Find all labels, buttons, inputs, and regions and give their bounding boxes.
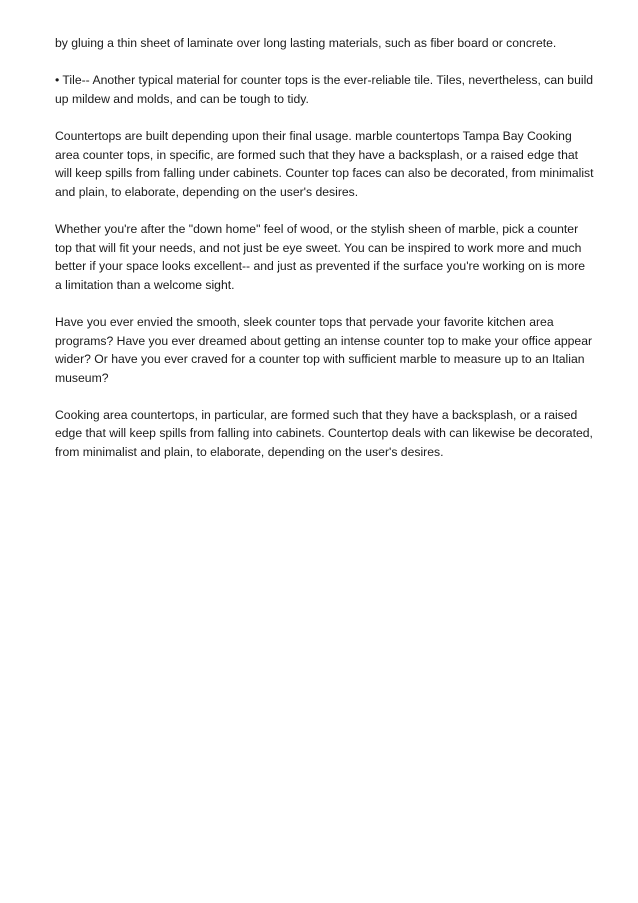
paragraph-wood-marble: Whether you're after the "down home" feel of wood, or the stylish sheen of marble, pick a counter top that will fit your needs, and not just be eye sweet. You can be inspired to work more and much better if your space looks excellent-- and just as prevented if the surface you're working on is more a limitation than a welcome sight. (55, 221, 586, 292)
paragraph-countertop-usage: Countertops are built depending upon their final usage. marble countertops Tampa Bay Cooking area counter tops, in specific, are formed such that they have a backsplash, or a raised edge that will keep spills from falling under cabinets. Counter top faces can also be decorated, from minimalist and plain, to elaborate, depending on the user's desires. (55, 128, 594, 199)
paragraph-laminate: by gluing a thin sheet of laminate over long lasting materials, such as fiber board or concrete. (55, 36, 557, 50)
paragraph-cooking-area: Cooking area countertops, in particular, are formed such that they have a backsplash, or a raised edge that will keep spills from falling into cabinets. Countertop deals with can likewise be decorated, from minimalist and plain, to elaborate, depending on the user's desires. (55, 407, 593, 460)
paragraph-tile: • Tile-- Another typical material for counter tops is the ever-reliable tile. Tiles, nevertheless, can build up mildew and molds, and can be tough to tidy. (55, 73, 594, 106)
paragraph-envied-counter-tops: Have you ever envied the smooth, sleek counter tops that pervade your favorite kitchen area programs? Have you ever dreamed about getting an intense counter top to make your office appear wider? Or have you ever craved for a counter top with sufficient marble to measure up to an Italian museum? (55, 314, 593, 385)
document-page (55, 34, 595, 480)
